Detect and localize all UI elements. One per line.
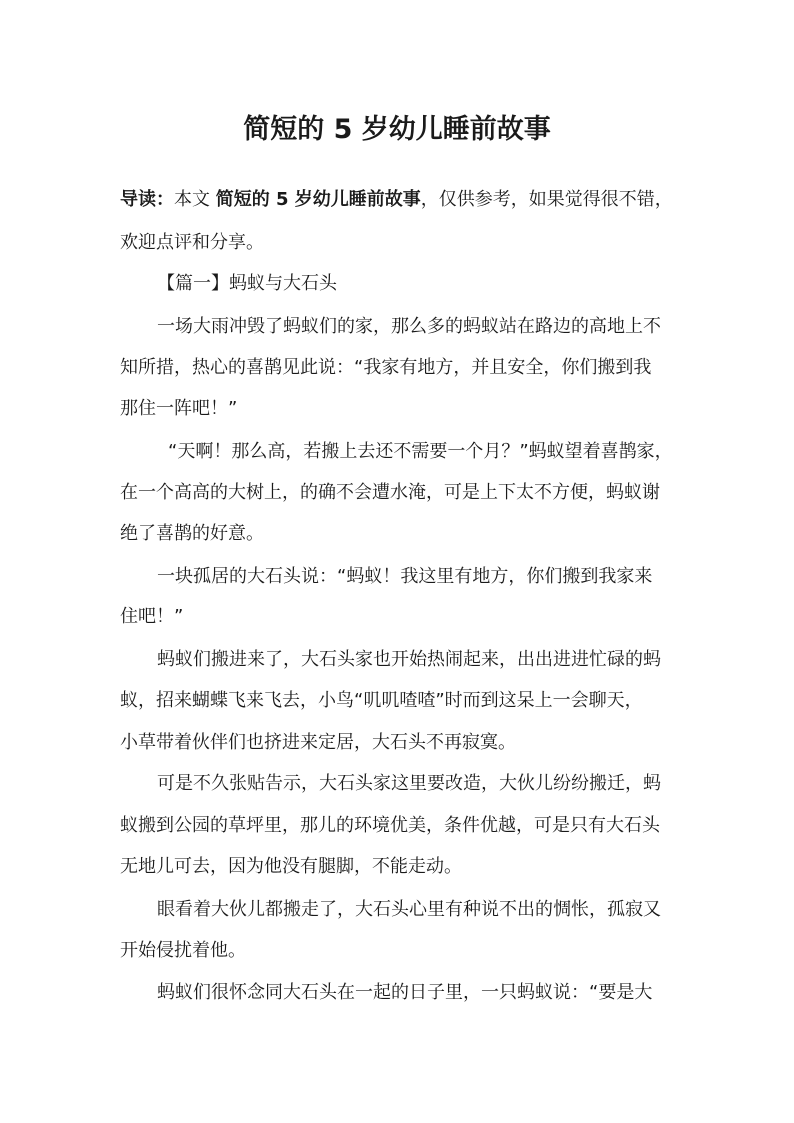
- intro-highlight: 简短的 5 岁幼儿睡前故事: [215, 189, 421, 210]
- paragraph-line: 蚂蚁们很怀念同大石头在一起的日子里，一只蚂蚁说：“要是大: [157, 982, 653, 1003]
- paragraph-line: 住吧！”: [120, 606, 184, 627]
- paragraph-line: 蚂蚁们搬进来了，大石头家也开始热闹起来，出出进进忙碌的蚂: [157, 649, 661, 670]
- paragraph-line: 蚁，招来蝴蝶飞来飞去，小鸟“叽叽喳喳”时而到这呆上一会聊天，: [120, 690, 643, 711]
- intro-line-1: [120, 188, 680, 212]
- paragraph-line: 蚁搬到公园的草坪里，那儿的环境优美，条件优越，可是只有大石头: [120, 815, 660, 836]
- paragraph-line: 那住一阵吧！”: [120, 398, 238, 419]
- section-heading: 【篇一】蚂蚁与大石头: [157, 273, 337, 294]
- intro-line-2: 欢迎点评和分享。: [120, 232, 264, 253]
- paragraph-line: 无地儿可去，因为他没有腿脚，不能走动。: [120, 856, 462, 877]
- paragraph-line: 知所措，热心的喜鹊见此说：“我家有地方，并且安全，你们搬到我: [120, 357, 652, 378]
- intro-prefix: 本文: [174, 189, 216, 210]
- paragraph-line: 小草带着伙伴们也挤进来定居，大石头不再寂寞。: [120, 732, 516, 753]
- paragraph-line: 眼看着大伙儿都搬走了，大石头心里有种说不出的惆怅，孤寂又: [157, 899, 661, 920]
- paragraph-line: 可是不久张贴告示，大石头家这里要改造，大伙儿纷纷搬迁，蚂: [157, 773, 661, 794]
- paragraph-line: 开始侵扰着他。: [120, 940, 246, 961]
- document-title: 简短的 5 岁幼儿睡前故事: [243, 114, 551, 145]
- paragraph-line: 绝了喜鹊的好意。: [120, 523, 264, 544]
- paragraph-line: 在一个高高的大树上，的确不会遭水淹，可是上下太不方便，蚂蚁谢: [120, 482, 660, 503]
- intro-label: 导读：: [120, 189, 174, 210]
- intro-suffix: ，仅供参考，如果觉得很不错，: [420, 189, 673, 210]
- paragraph-line: 一场大雨冲毁了蚂蚁们的家，那么多的蚂蚁站在路边的高地上不: [157, 316, 661, 337]
- paragraph-line: “天啊！那么高，若搬上去还不需要一个月？”蚂蚁望着喜鹊家，: [168, 441, 673, 462]
- paragraph-line: 一块孤居的大石头说：“蚂蚁！我这里有地方，你们搬到我家来: [157, 566, 653, 587]
